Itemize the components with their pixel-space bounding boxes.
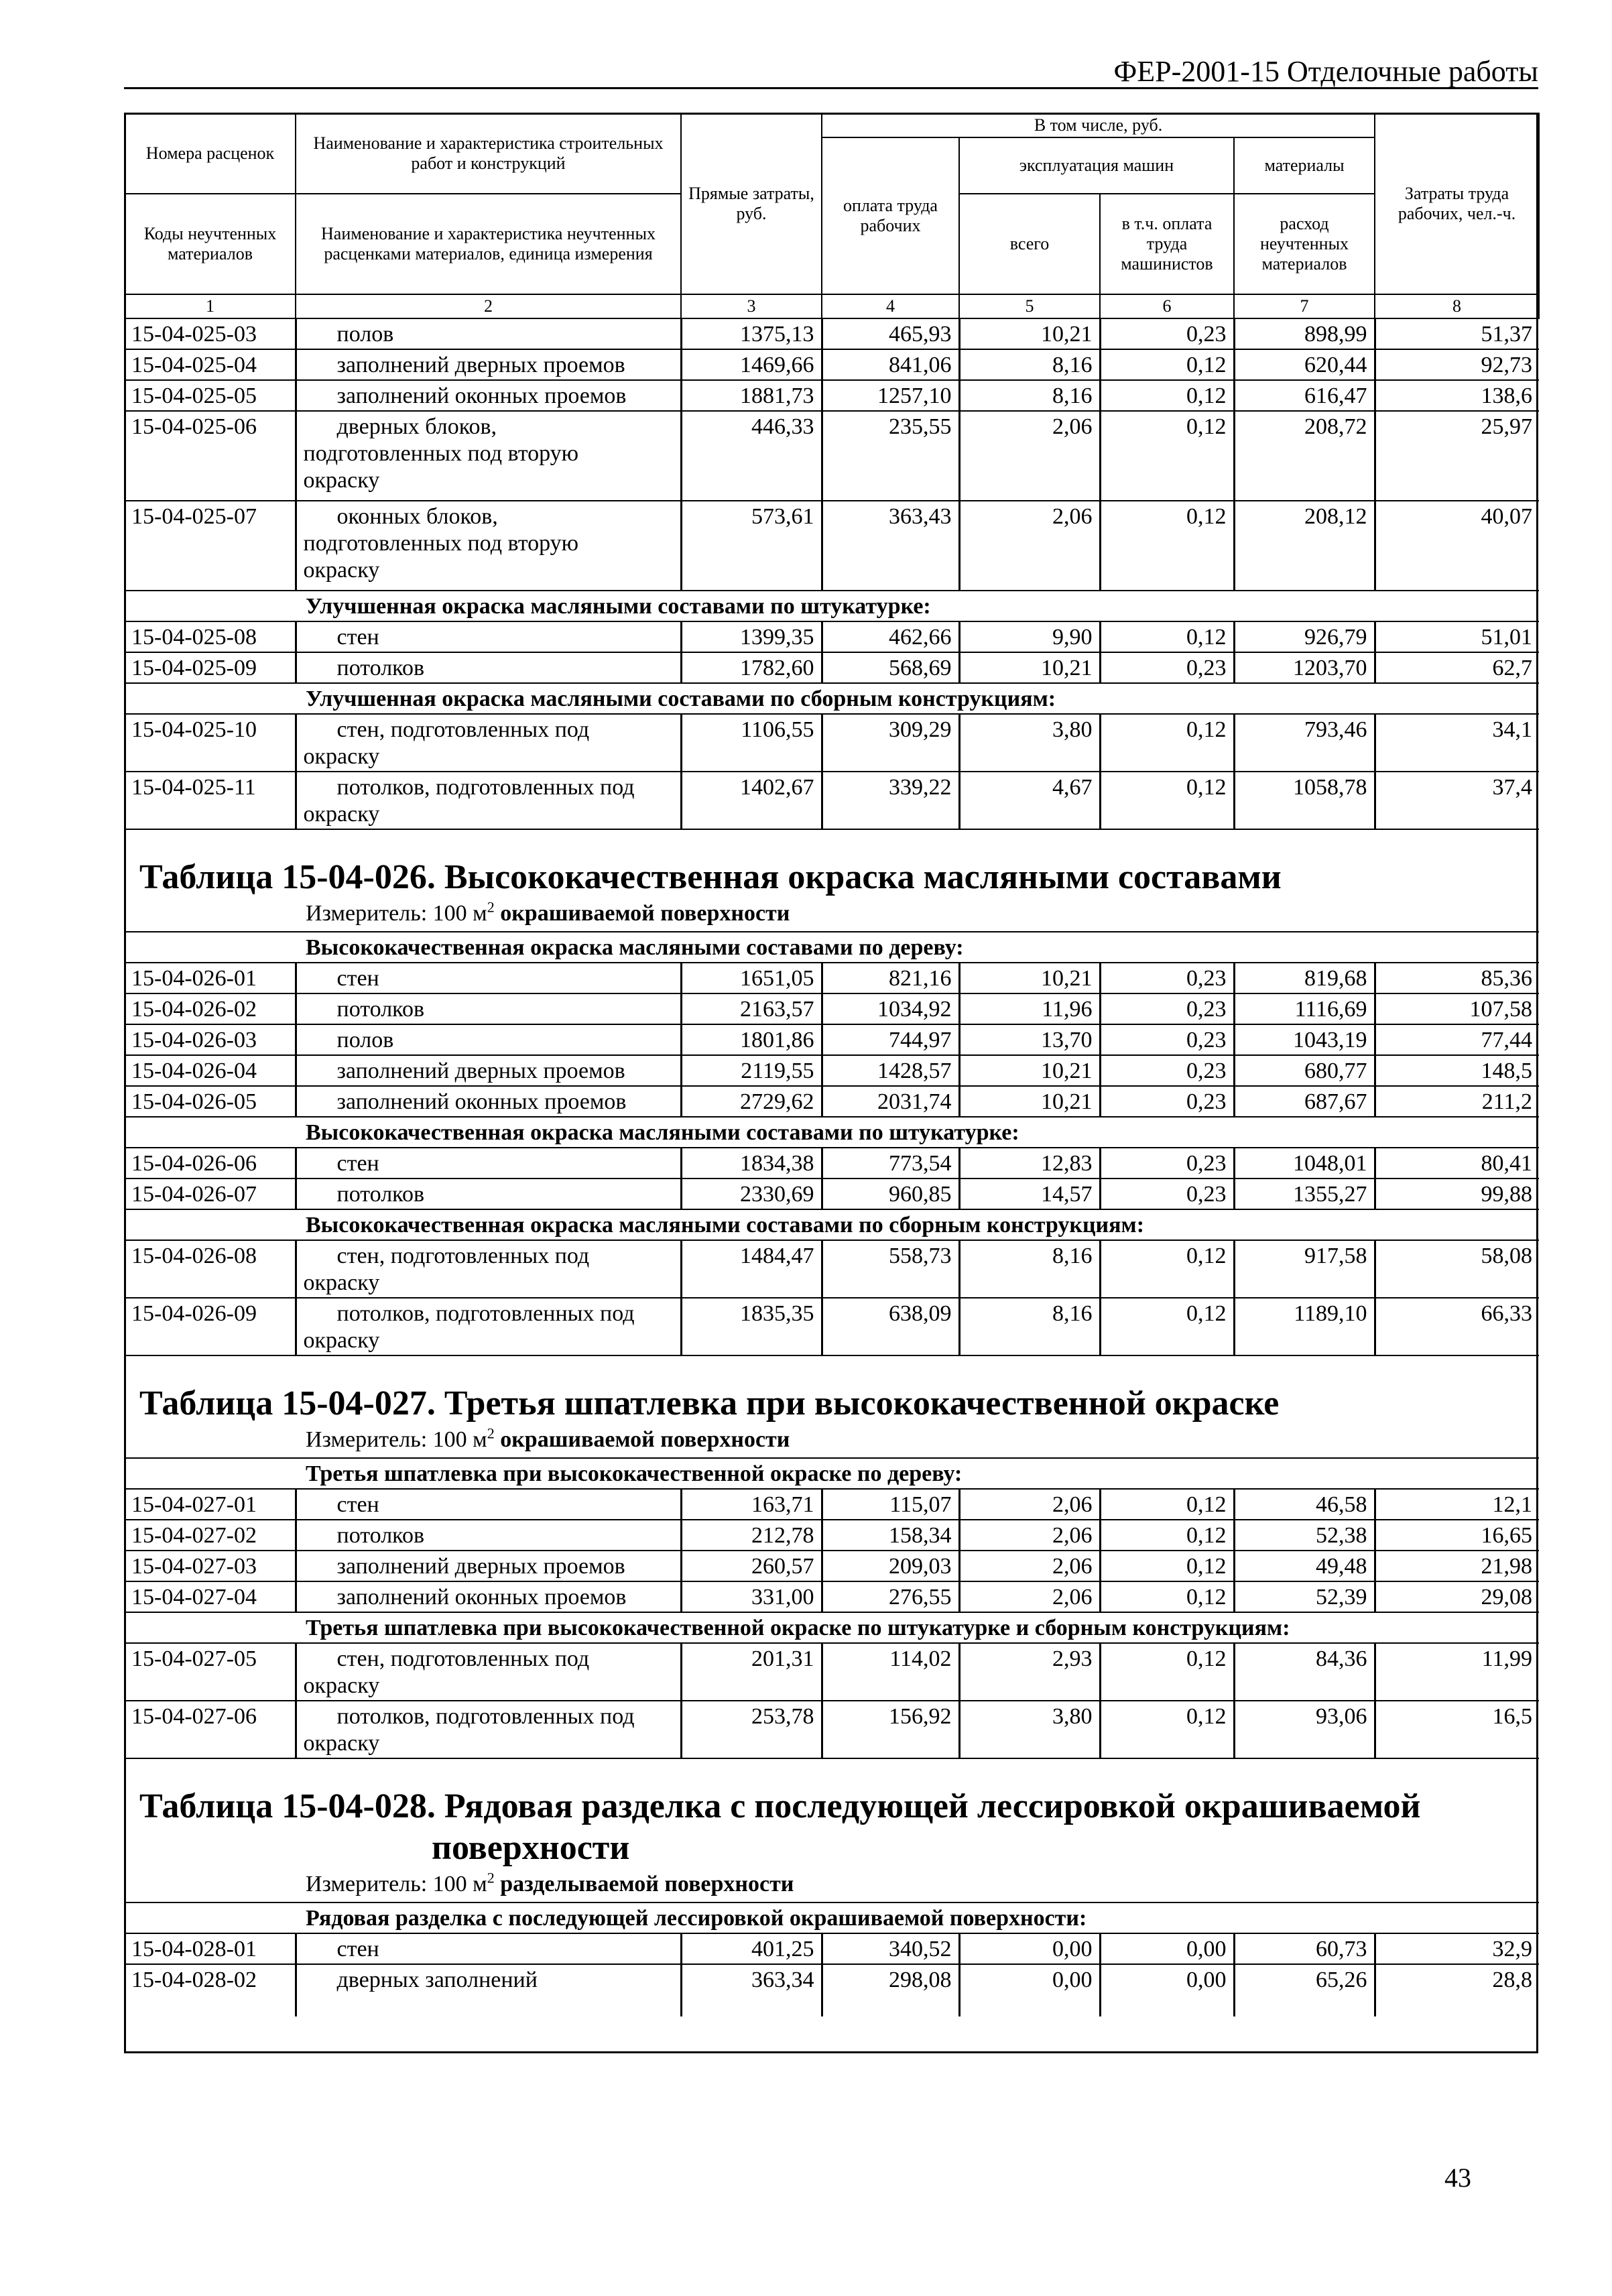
machines-total: 10,21 <box>959 318 1100 349</box>
labor-costs: 29,08 <box>1375 1581 1539 1612</box>
work-name: полов <box>336 1028 394 1052</box>
machines-total: 8,16 <box>959 1298 1100 1355</box>
machines-total: 10,21 <box>959 963 1100 993</box>
machinist-pay: 0,12 <box>1100 1240 1234 1298</box>
work-name: потолков <box>336 997 425 1022</box>
section-heading: Высококачественная окраска масляными составами по штукатурке: <box>125 1117 1539 1148</box>
labor-costs: 66,33 <box>1375 1298 1539 1355</box>
machinist-pay: 0,12 <box>1100 380 1234 411</box>
machines-total: 10,21 <box>959 1086 1100 1117</box>
labor-costs: 51,37 <box>1375 318 1539 349</box>
worker-pay: 1257,10 <box>822 380 959 411</box>
work-name: полов <box>336 322 394 347</box>
direct-costs: 1402,67 <box>681 772 822 829</box>
materials: 60,73 <box>1234 1933 1375 1964</box>
machines-total: 10,21 <box>959 652 1100 683</box>
column-number: 6 <box>1100 294 1234 318</box>
machines-total: 2,06 <box>959 1520 1100 1551</box>
direct-costs: 331,00 <box>681 1581 822 1612</box>
measure-superscript: 2 <box>487 1425 495 1442</box>
machinist-pay: 0,12 <box>1100 411 1234 501</box>
direct-costs: 1782,60 <box>681 652 822 683</box>
machinist-pay: 0,23 <box>1100 1086 1234 1117</box>
column-number: 7 <box>1234 294 1375 318</box>
machines-total: 4,67 <box>959 772 1100 829</box>
rate-code: 15-04-027-03 <box>125 1551 296 1581</box>
materials: 793,46 <box>1234 714 1375 772</box>
machinist-pay: 0,12 <box>1100 1520 1234 1551</box>
machinist-pay: 0,12 <box>1100 1489 1234 1520</box>
materials: 1189,10 <box>1234 1298 1375 1355</box>
machines-total: 2,06 <box>959 1489 1100 1520</box>
header-material-codes: Коды неучтенных материалов <box>125 194 296 294</box>
materials: 680,77 <box>1234 1055 1375 1086</box>
direct-costs: 260,57 <box>681 1551 822 1581</box>
page-header-title: ФЕР-2001-15 Отделочные работы <box>1113 55 1538 88</box>
worker-pay: 462,66 <box>822 621 959 652</box>
materials: 208,12 <box>1234 501 1375 591</box>
direct-costs: 163,71 <box>681 1489 822 1520</box>
labor-costs: 62,7 <box>1375 652 1539 683</box>
header-material-name: Наименование и характеристика неучтенных расценками материалов, единица измерения <box>296 194 681 294</box>
labor-costs: 40,07 <box>1375 501 1539 591</box>
table-title-continued: поверхности <box>432 1829 630 1867</box>
rate-code: 15-04-026-02 <box>125 993 296 1024</box>
labor-costs: 11,99 <box>1375 1643 1539 1701</box>
work-name: стен <box>336 1492 379 1517</box>
measure-suffix: разделываемой поверхности <box>494 1872 794 1896</box>
machinist-pay: 0,12 <box>1100 501 1234 591</box>
section-heading: Третья шпатлевка при высококачественной окраске по штукатурке и сборным конструкциям: <box>125 1612 1539 1643</box>
rate-code: 15-04-026-09 <box>125 1298 296 1355</box>
work-name-line: потолков, подготовленных под <box>336 1704 635 1729</box>
worker-pay: 156,92 <box>822 1701 959 1758</box>
measure-prefix: Измеритель: 100 м <box>306 1427 487 1452</box>
rate-code: 15-04-025-05 <box>125 380 296 411</box>
rate-code: 15-04-026-08 <box>125 1240 296 1298</box>
table-frame <box>124 113 1538 2053</box>
machinist-pay: 0,23 <box>1100 318 1234 349</box>
materials: 1203,70 <box>1234 652 1375 683</box>
worker-pay: 2031,74 <box>822 1086 959 1117</box>
work-name-line: оконных блоков, <box>336 504 498 529</box>
work-name: заполнений оконных проемов <box>336 383 627 408</box>
rate-code: 15-04-026-04 <box>125 1055 296 1086</box>
rate-code: 15-04-025-09 <box>125 652 296 683</box>
column-number: 5 <box>959 294 1100 318</box>
work-name-line: стен, подготовленных под <box>336 1244 590 1268</box>
rate-code: 15-04-027-05 <box>125 1643 296 1701</box>
rate-code: 15-04-025-10 <box>125 714 296 772</box>
rate-code: 15-04-026-01 <box>125 963 296 993</box>
machinist-pay: 0,23 <box>1100 1179 1234 1209</box>
direct-costs: 1399,35 <box>681 621 822 652</box>
work-name: потолков <box>336 1182 425 1207</box>
rate-code: 15-04-025-03 <box>125 318 296 349</box>
labor-costs: 16,65 <box>1375 1520 1539 1551</box>
work-name-line: окраску <box>303 744 380 769</box>
materials: 687,67 <box>1234 1086 1375 1117</box>
machinist-pay: 0,23 <box>1100 1148 1234 1179</box>
header-materials: материалы <box>1234 137 1375 194</box>
worker-pay: 340,52 <box>822 1933 959 1964</box>
labor-costs: 37,4 <box>1375 772 1539 829</box>
rate-code: 15-04-025-08 <box>125 621 296 652</box>
direct-costs: 1375,13 <box>681 318 822 349</box>
materials: 84,36 <box>1234 1643 1375 1701</box>
rate-code: 15-04-025-06 <box>125 411 296 501</box>
work-name-line: окраску <box>303 1673 380 1698</box>
section-heading: Улучшенная окраска масляными составами по штукатурке: <box>125 591 1539 621</box>
header-worker-pay: оплата труда рабочих <box>822 137 959 294</box>
worker-pay: 821,16 <box>822 963 959 993</box>
header-including: В том числе, руб. <box>822 113 1375 137</box>
direct-costs: 1835,35 <box>681 1298 822 1355</box>
machinist-pay: 0,12 <box>1100 1551 1234 1581</box>
labor-costs: 34,1 <box>1375 714 1539 772</box>
measure-prefix: Измеритель: 100 м <box>306 1872 487 1896</box>
measure-prefix: Измеритель: 100 м <box>306 901 487 926</box>
measure-superscript: 2 <box>487 898 495 916</box>
materials: 52,38 <box>1234 1520 1375 1551</box>
column-number: 2 <box>296 294 681 318</box>
direct-costs: 2729,62 <box>681 1086 822 1117</box>
worker-pay: 276,55 <box>822 1581 959 1612</box>
rate-code: 15-04-026-03 <box>125 1024 296 1055</box>
worker-pay: 309,29 <box>822 714 959 772</box>
direct-costs: 2330,69 <box>681 1179 822 1209</box>
worker-pay: 568,69 <box>822 652 959 683</box>
header-work-name: Наименование и характеристика строительных работ и конструкций <box>296 113 681 194</box>
worker-pay: 558,73 <box>822 1240 959 1298</box>
rate-code: 15-04-025-11 <box>125 772 296 829</box>
section-heading: Высококачественная окраска масляными составами по сборным конструкциям: <box>125 1209 1539 1240</box>
work-name-line: стен, подготовленных под <box>336 717 590 742</box>
worker-pay: 841,06 <box>822 349 959 380</box>
header-machinist-pay: в т.ч. оплата труда машинистов <box>1100 194 1234 294</box>
machines-total: 3,80 <box>959 1701 1100 1758</box>
rate-code: 15-04-027-06 <box>125 1701 296 1758</box>
worker-pay: 773,54 <box>822 1148 959 1179</box>
materials: 1116,69 <box>1234 993 1375 1024</box>
worker-pay: 114,02 <box>822 1643 959 1701</box>
materials: 93,06 <box>1234 1701 1375 1758</box>
column-number: 1 <box>125 294 296 318</box>
direct-costs: 1834,38 <box>681 1148 822 1179</box>
labor-costs: 25,97 <box>1375 411 1539 501</box>
worker-pay: 298,08 <box>822 1964 959 2016</box>
machinist-pay: 0,12 <box>1100 1701 1234 1758</box>
work-name-line: подготовленных под вторую <box>303 531 579 556</box>
machines-total: 11,96 <box>959 993 1100 1024</box>
machines-total: 13,70 <box>959 1024 1100 1055</box>
materials: 898,99 <box>1234 318 1375 349</box>
section-heading: Рядовая разделка с последующей лессировкой окрашиваемой поверхности: <box>125 1902 1539 1933</box>
labor-costs: 85,36 <box>1375 963 1539 993</box>
machines-total: 12,83 <box>959 1148 1100 1179</box>
direct-costs: 201,31 <box>681 1643 822 1701</box>
worker-pay: 960,85 <box>822 1179 959 1209</box>
direct-costs: 401,25 <box>681 1933 822 1964</box>
machines-total: 2,06 <box>959 411 1100 501</box>
machinist-pay: 0,12 <box>1100 772 1234 829</box>
labor-costs: 16,5 <box>1375 1701 1539 1758</box>
header-machines: эксплуатация машин <box>959 137 1234 194</box>
work-name-line: окраску <box>303 1270 380 1295</box>
work-name: потолков <box>336 656 425 680</box>
labor-costs: 138,6 <box>1375 380 1539 411</box>
direct-costs: 1881,73 <box>681 380 822 411</box>
machines-total: 9,90 <box>959 621 1100 652</box>
direct-costs: 2119,55 <box>681 1055 822 1086</box>
section-heading: Улучшенная окраска масляными составами по сборным конструкциям: <box>125 683 1539 714</box>
rate-code: 15-04-027-04 <box>125 1581 296 1612</box>
section-heading: Высококачественная окраска масляными составами по дереву: <box>125 932 1539 963</box>
materials: 620,44 <box>1234 349 1375 380</box>
work-name-line: окраску <box>303 802 380 827</box>
column-number: 8 <box>1375 294 1539 318</box>
work-name-line: стен, подготовленных под <box>336 1646 590 1671</box>
worker-pay: 638,09 <box>822 1298 959 1355</box>
direct-costs: 363,34 <box>681 1964 822 2016</box>
rate-code: 15-04-028-02 <box>125 1964 296 2016</box>
header-material-consumption: расход неучтенных материалов <box>1234 194 1375 294</box>
machines-total: 0,00 <box>959 1964 1100 2016</box>
work-name-line: потолков, подготовленных под <box>336 775 635 800</box>
machinist-pay: 0,12 <box>1100 621 1234 652</box>
section-heading: Третья шпатлевка при высококачественной окраске по дереву: <box>125 1458 1539 1489</box>
labor-costs: 32,9 <box>1375 1933 1539 1964</box>
work-name: заполнений дверных проемов <box>336 1059 625 1083</box>
work-name: стен <box>336 1937 379 1961</box>
work-name-line: потолков, подготовленных под <box>336 1301 635 1326</box>
machinist-pay: 0,12 <box>1100 714 1234 772</box>
machines-total: 8,16 <box>959 349 1100 380</box>
machinist-pay: 0,23 <box>1100 652 1234 683</box>
machines-total: 14,57 <box>959 1179 1100 1209</box>
materials: 1048,01 <box>1234 1148 1375 1179</box>
rate-code: 15-04-027-02 <box>125 1520 296 1551</box>
rate-code: 15-04-025-07 <box>125 501 296 591</box>
page-number: 43 <box>1444 2163 1471 2193</box>
materials: 1058,78 <box>1234 772 1375 829</box>
machines-total: 0,00 <box>959 1933 1100 1964</box>
table-title: Таблица 15-04-027. Третья шпатлевка при высококачественной окраске <box>139 1384 1280 1423</box>
machinist-pay: 0,00 <box>1100 1964 1234 2016</box>
rate-code: 15-04-027-01 <box>125 1489 296 1520</box>
work-name-line: окраску <box>303 468 380 493</box>
machines-total: 2,06 <box>959 501 1100 591</box>
materials: 917,58 <box>1234 1240 1375 1298</box>
work-name: заполнений дверных проемов <box>336 353 625 377</box>
work-name: стен <box>336 966 379 991</box>
work-name: стен <box>336 625 379 650</box>
labor-costs: 107,58 <box>1375 993 1539 1024</box>
work-name: заполнений дверных проемов <box>336 1554 625 1579</box>
direct-costs: 446,33 <box>681 411 822 501</box>
labor-costs: 21,98 <box>1375 1551 1539 1581</box>
work-name: заполнений оконных проемов <box>336 1089 627 1114</box>
rate-code: 15-04-026-05 <box>125 1086 296 1117</box>
materials: 46,58 <box>1234 1489 1375 1520</box>
machinist-pay: 0,00 <box>1100 1933 1234 1964</box>
machinist-pay: 0,23 <box>1100 963 1234 993</box>
direct-costs: 1651,05 <box>681 963 822 993</box>
worker-pay: 1034,92 <box>822 993 959 1024</box>
materials: 52,39 <box>1234 1581 1375 1612</box>
table-title: Таблица 15-04-028. Рядовая разделка с последующей лессировкой окрашиваемой <box>139 1787 1421 1825</box>
labor-costs: 148,5 <box>1375 1055 1539 1086</box>
machinist-pay: 0,23 <box>1100 1055 1234 1086</box>
work-name: дверных заполнений <box>336 1968 538 1992</box>
worker-pay: 115,07 <box>822 1489 959 1520</box>
header-rate-numbers: Номера расценок <box>125 113 296 194</box>
materials: 819,68 <box>1234 963 1375 993</box>
column-number: 4 <box>822 294 959 318</box>
direct-costs: 1801,86 <box>681 1024 822 1055</box>
labor-costs: 28,8 <box>1492 1968 1533 1992</box>
materials: 1043,19 <box>1234 1024 1375 1055</box>
rate-code: 15-04-025-04 <box>125 349 296 380</box>
column-number: 3 <box>681 294 822 318</box>
measure-suffix: окрашиваемой поверхности <box>494 901 790 926</box>
work-name: заполнений оконных проемов <box>336 1585 627 1610</box>
measure-suffix: окрашиваемой поверхности <box>494 1427 790 1452</box>
direct-costs: 1469,66 <box>681 349 822 380</box>
labor-costs: 211,2 <box>1375 1086 1539 1117</box>
work-name-line: дверных блоков, <box>336 414 497 439</box>
work-name: стен <box>336 1151 379 1176</box>
materials: 1355,27 <box>1234 1179 1375 1209</box>
header-labor-costs: Затраты труда рабочих, чел.-ч. <box>1375 113 1539 294</box>
worker-pay: 465,93 <box>822 318 959 349</box>
labor-costs: 58,08 <box>1375 1240 1539 1298</box>
work-name-line: окраску <box>303 1328 380 1353</box>
direct-costs: 212,78 <box>681 1520 822 1551</box>
work-name-line: подготовленных под вторую <box>303 441 579 466</box>
rate-code: 15-04-026-07 <box>125 1179 296 1209</box>
direct-costs: 253,78 <box>681 1701 822 1758</box>
machinist-pay: 0,12 <box>1100 1298 1234 1355</box>
materials: 926,79 <box>1234 621 1375 652</box>
labor-costs: 12,1 <box>1375 1489 1539 1520</box>
machines-total: 10,21 <box>959 1055 1100 1086</box>
machines-total: 3,80 <box>959 714 1100 772</box>
direct-costs: 1484,47 <box>681 1240 822 1298</box>
machines-total: 8,16 <box>959 380 1100 411</box>
rate-code: 15-04-026-06 <box>125 1148 296 1179</box>
machines-total: 2,06 <box>959 1581 1100 1612</box>
labor-costs: 92,73 <box>1375 349 1539 380</box>
direct-costs: 1106,55 <box>681 714 822 772</box>
work-name-line: окраску <box>303 558 380 583</box>
materials: 65,26 <box>1234 1964 1375 2016</box>
machinist-pay: 0,12 <box>1100 1643 1234 1701</box>
header-machines-total: всего <box>959 194 1100 294</box>
work-name-line: окраску <box>303 1731 380 1756</box>
labor-costs: 80,41 <box>1375 1148 1539 1179</box>
materials: 616,47 <box>1234 380 1375 411</box>
worker-pay: 744,97 <box>822 1024 959 1055</box>
worker-pay: 363,43 <box>822 501 959 591</box>
materials: 49,48 <box>1234 1551 1375 1581</box>
header-direct-costs: Прямые затраты, руб. <box>681 113 822 294</box>
worker-pay: 1428,57 <box>822 1055 959 1086</box>
machinist-pay: 0,12 <box>1100 1581 1234 1612</box>
worker-pay: 339,22 <box>822 772 959 829</box>
header-rule <box>124 87 1538 89</box>
worker-pay: 158,34 <box>822 1520 959 1551</box>
labor-costs: 99,88 <box>1375 1179 1539 1209</box>
worker-pay: 235,55 <box>822 411 959 501</box>
machinist-pay: 0,23 <box>1100 993 1234 1024</box>
machines-total: 2,06 <box>959 1551 1100 1581</box>
rate-code: 15-04-028-01 <box>125 1933 296 1964</box>
work-name: потолков <box>336 1523 425 1548</box>
labor-costs: 77,44 <box>1375 1024 1539 1055</box>
worker-pay: 209,03 <box>822 1551 959 1581</box>
materials: 208,72 <box>1234 411 1375 501</box>
labor-costs: 51,01 <box>1375 621 1539 652</box>
machines-total: 2,93 <box>959 1643 1100 1701</box>
machines-total: 8,16 <box>959 1240 1100 1298</box>
direct-costs: 2163,57 <box>681 993 822 1024</box>
direct-costs: 573,61 <box>681 501 822 591</box>
machinist-pay: 0,12 <box>1100 349 1234 380</box>
machinist-pay: 0,23 <box>1100 1024 1234 1055</box>
table-title: Таблица 15-04-026. Высококачественная окраска масляными составами <box>139 858 1282 896</box>
measure-superscript: 2 <box>487 1869 495 1886</box>
